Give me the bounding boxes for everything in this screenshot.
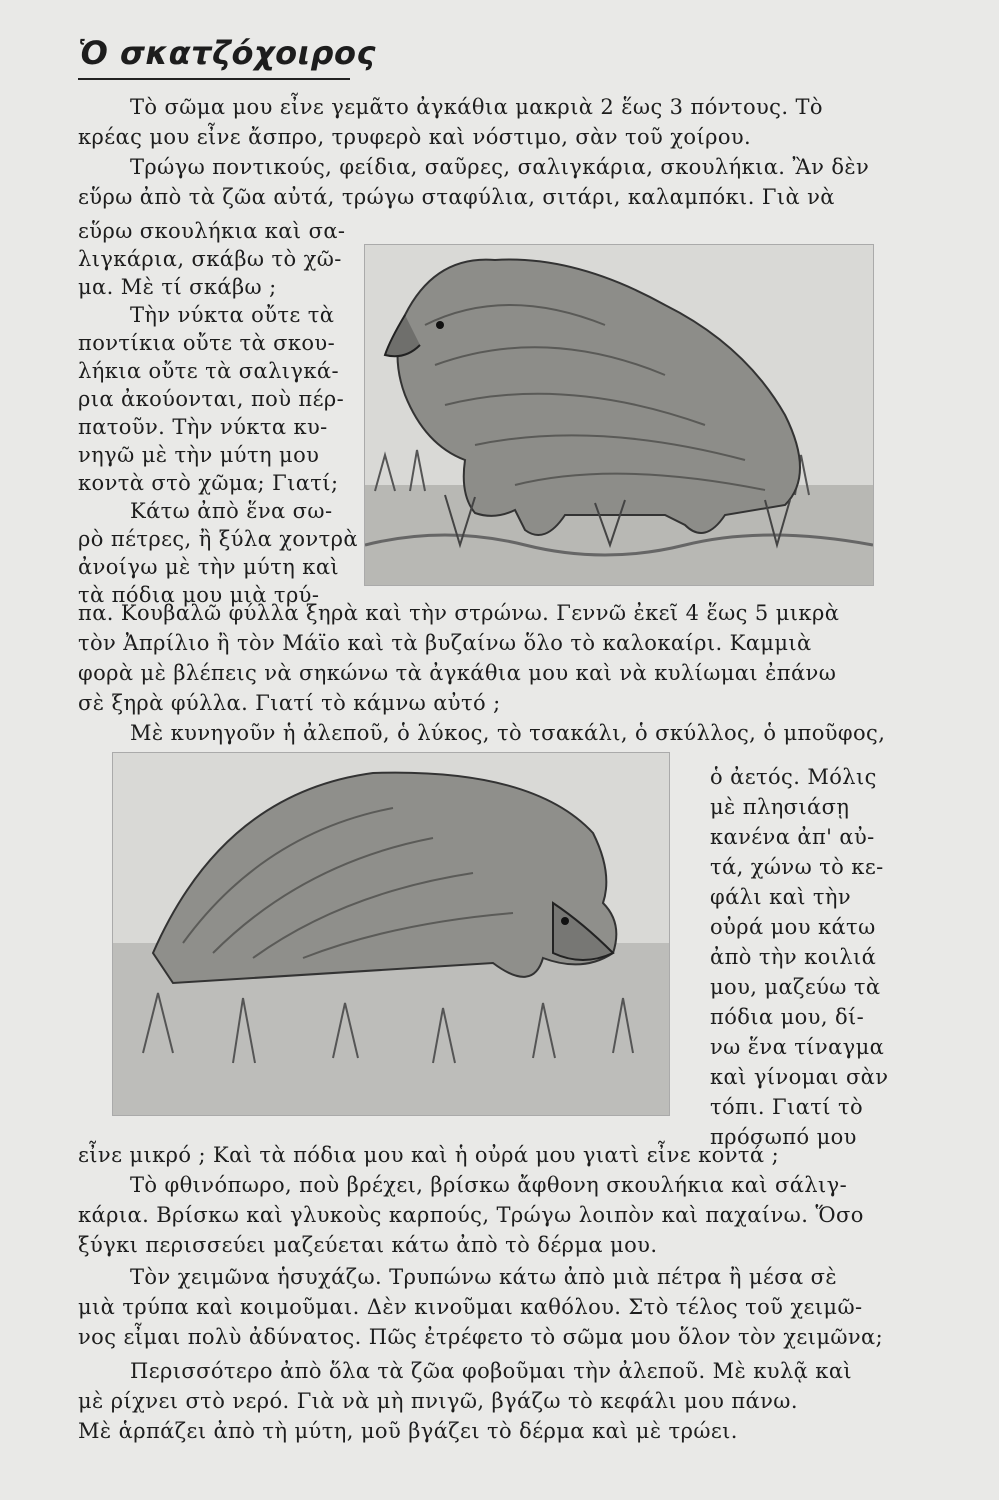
column-line: νηγῶ μὲ τὴν μύτη μου [78, 443, 320, 467]
paragraph-line: Μὲ κυνηγοῦν ἡ ἀλεποῦ, ὁ λύκος, τὸ τσακάλι, ὁ σκύλλος, ὁ μποῦφος, [130, 721, 886, 745]
hedgehog-walking-drawing [365, 245, 873, 585]
column-line: πόδια μου, δί- [710, 1005, 865, 1029]
column-line: μὲ πλησιάσῃ [710, 795, 850, 819]
column-line: ποντίκια οὔτε τὰ σκου- [78, 331, 336, 355]
paragraph-line: πα. Κουβαλῶ φύλλα ξηρὰ καὶ τὴν στρώνω. Γεννῶ ἐκεῖ 4 ἕως 5 μικρὰ [78, 601, 840, 625]
title-underline [78, 78, 350, 80]
paragraph-line: φορὰ μὲ βλέπεις νὰ σηκώνω τὰ ἀγκάθια μου καὶ νὰ κυλίωμαι ἐπάνω [78, 661, 837, 685]
paragraph-line: τὸν Ἀπρίλιο ἢ τὸν Μάϊο καὶ τὰ βυζαίνω ὅλο τὸ καλοκαίρι. Καμμιὰ [78, 631, 812, 655]
column-line: κοντὰ στὸ χῶμα; Γιατί; [78, 471, 339, 495]
column-line: ἀνοίγω μὲ τὴν μύτη καὶ [78, 555, 340, 579]
paragraph-line: Τὸν χειμῶνα ἡσυχάζω. Τρυπώνω κάτω ἀπὸ μιὰ πέτρα ἢ μέσα σὲ [130, 1265, 838, 1289]
column-line: φάλι καὶ τὴν [710, 885, 852, 909]
paragraph-line: σὲ ξηρὰ φύλλα. Γιατί τὸ κάμνω αὐτό ; [78, 691, 501, 715]
paragraph-line: Μὲ ἁρπάζει ἀπὸ τὴ μύτη, μοῦ βγάζει τὸ δέρμα καὶ μὲ τρώει. [78, 1419, 738, 1443]
column-line: ὁ ἀετός. Μόλις [710, 765, 877, 789]
hedgehog-crouching-illustration [112, 752, 670, 1116]
page-title: Ὁ σκατζόχοιρος [78, 34, 376, 72]
column-line: πατοῦν. Τὴν νύκτα κυ- [78, 415, 328, 439]
paragraph-line: κρέας μου εἶνε ἄσπρο, τρυφερὸ καὶ νόστιμο, σὰν τοῦ χοίρου. [78, 125, 752, 149]
column-line: τόπι. Γιατί τὸ [710, 1095, 864, 1119]
column-line: λήκια οὔτε τὰ σαλιγκά- [78, 359, 339, 383]
column-line: τά, χώνω τὸ κε- [710, 855, 884, 879]
column-line: εὕρω σκουλήκια καὶ σα- [78, 219, 346, 243]
paragraph-line: εὕρω ἀπὸ τὰ ζῶα αὐτά, τρώγω σταφύλια, σιτάρι, καλαμπόκι. Γιὰ νὰ [78, 185, 835, 209]
paragraph-line: Περισσότερο ἀπὸ ὅλα τὰ ζῶα φοβοῦμαι τὴν ἀλεποῦ. Μὲ κυλᾷ καὶ [130, 1359, 853, 1383]
column-line: οὐρά μου κάτω [710, 915, 876, 939]
column-line: μα. Μὲ τί σκάβω ; [78, 275, 277, 299]
column-line: Τὴν νύκτα οὔτε τὰ [130, 303, 335, 327]
paragraph-line: Τρώγω ποντικούς, φείδια, σαῦρες, σαλιγκάρια, σκουλήκια. Ἂν δὲν [130, 155, 870, 179]
paragraph-line: Τὸ σῶμα μου εἶνε γεμᾶτο ἀγκάθια μακριὰ 2 ἕως 3 πόντους. Τὸ [130, 95, 823, 119]
column-line: κανένα ἀπ' αὐ- [710, 825, 875, 849]
column-line: νω ἕνα τίναγμα [710, 1035, 885, 1059]
column-line: ἀπὸ τὴν κοιλιά [710, 945, 877, 969]
column-line: ρὸ πέτρες, ἢ ξύλα χοντρὰ [78, 527, 358, 551]
paragraph-line: εἶνε μικρό ; Καὶ τὰ πόδια μου καὶ ἡ οὐρά μου γιατὶ εἶνε κοντά ; [78, 1143, 780, 1167]
hedgehog-crouching-drawing [113, 753, 669, 1115]
column-line: Κάτω ἀπὸ ἕνα σω- [130, 499, 333, 523]
paragraph-line: μὲ ρίχνει στὸ νερό. Γιὰ νὰ μὴ πνιγῶ, βγάζω τὸ κεφάλι μου πάνω. [78, 1389, 798, 1413]
column-line: καὶ γίνομαι σὰν [710, 1065, 889, 1089]
paragraph-line: Τὸ φθινόπωρο, ποὺ βρέχει, βρίσκω ἄφθονη σκουλήκια καὶ σάλιγ- [130, 1173, 848, 1197]
column-line: λιγκάρια, σκάβω τὸ χῶ- [78, 247, 342, 271]
column-line: μου, μαζεύω τὰ [710, 975, 881, 999]
hedgehog-walking-illustration [364, 244, 874, 586]
column-line: πρόσωπό μου [710, 1125, 857, 1149]
paragraph-line: κάρια. Βρίσκω καὶ γλυκοὺς καρπούς, Τρώγω λοιπὸν καὶ παχαίνω. Ὅσο [78, 1203, 864, 1227]
column-line: ρια ἀκούονται, ποὺ πέρ- [78, 387, 345, 411]
paragraph-line: νος εἶμαι πολὺ ἀδύνατος. Πῶς ἐτρέφετο τὸ σῶμα μου ὅλον τὸν χειμῶνα; [78, 1325, 884, 1349]
paragraph-line: μιὰ τρύπα καὶ κοιμοῦμαι. Δὲν κινοῦμαι καθόλου. Στὸ τέλος τοῦ χειμῶ- [78, 1295, 863, 1319]
column-line: τὰ πόδια μου μιὰ τρύ- [78, 583, 320, 607]
paragraph-line: ξύγκι περισσεύει μαζεύεται κάτω ἀπὸ τὸ δέρμα μου. [78, 1233, 658, 1257]
